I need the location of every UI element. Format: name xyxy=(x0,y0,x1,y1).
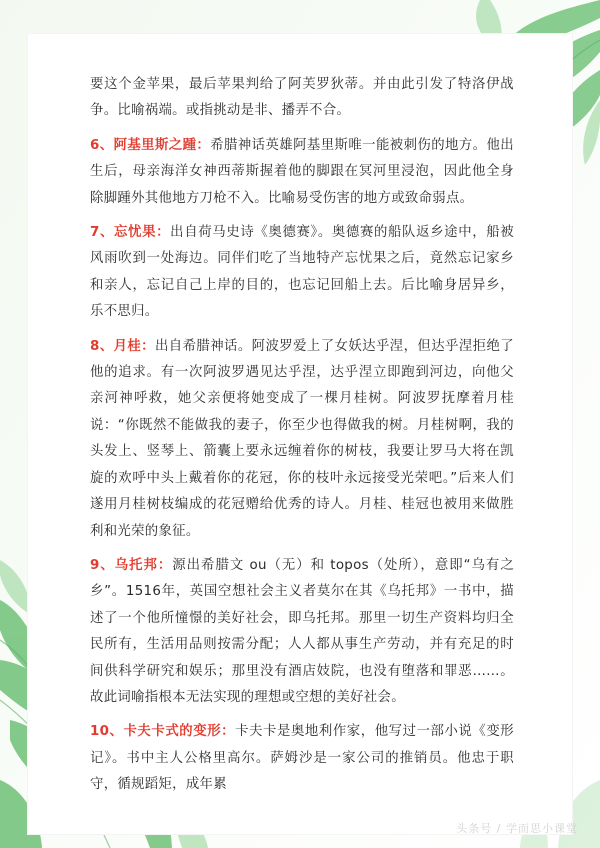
term-number: 7、 xyxy=(90,225,114,241)
paragraph-item-10 xyxy=(90,719,514,798)
paragraph-body: 出自荷马史诗《奥德赛》。奥德赛的船队返乡途中，船被风雨吹到一处海边。同伴们吃了当地特产忘忧果之后，竟然忘记家乡和亲人，忘记自己上岸的目的，也忘记回船上去。后比喻身居异乡，乐不思归。 xyxy=(90,225,514,320)
paragraph-body: 希腊神话英雄阿基里斯唯一能被刺伤的地方。他出生后，母亲海洋女神西蒂斯握着他的脚跟在冥河里浸泡，因此他全身除脚踵外其他地方刀枪不入。比喻易受伤害的地方或致命弱点。 xyxy=(90,137,514,206)
term-title: 阿基里斯之踵： xyxy=(113,137,211,153)
paragraph-item-7 xyxy=(90,220,514,326)
term-title: 卡夫卡式的变形： xyxy=(123,724,236,740)
paragraph-body: 出自希腊神话。阿波罗爱上了女妖达乎涅，但达乎涅拒绝了他的追求。有一次阿波罗遇见达乎涅，达乎涅立即跑到河边，向他父亲河神呼救，她父亲便将她变成了一棵月桂树。阿波罗抚摩着月桂说：“你既然不能做我的妻子，你至少也得做我的树。月桂树啊，我的头发上、竖琴上、箭囊上要永远缠着你的树枝，我要让罗马大将在凯旋的欢呼中头上戴着你的花冠，你的枝叶永远接受光荣吧。”后来人们遂用月桂树枝编成的花冠赠给优秀的诗人。月桂、桂冠也被用来做胜利和光荣的象征。 xyxy=(90,338,514,539)
paragraph-item-8 xyxy=(90,334,514,545)
paragraph-item-9 xyxy=(90,553,514,711)
term-title: 月桂： xyxy=(113,338,155,354)
paragraph-body: 要这个金苹果，最后苹果判给了阿芙罗狄蒂。并由此引发了特洛伊战争。比喻祸端。或指挑动是非、播弄不合。 xyxy=(90,77,514,119)
paragraph-body: 源出希腊文 ou（无）和 topos（处所），意即“乌有之乡”。1516年，英国空想社会主义者莫尔在其《乌托邦》一书中，描述了一个他所憧憬的美好社会，即乌托邦。那里一切生产资料均归全民所有，生活用品则按需分配；人人都从事生产劳动，并有充足的时间供科学研究和娱乐；那里没有酒店妓院，也没有堕落和罪恶……。故此词喻指根本无法实现的理想或空想的美好社会。 xyxy=(90,557,515,705)
term-number: 10、 xyxy=(90,724,124,740)
term-title: 乌托邦： xyxy=(114,557,173,573)
term-number: 6、 xyxy=(90,137,114,153)
paragraph-continuation xyxy=(90,72,514,125)
article-body xyxy=(90,72,514,807)
paragraph-item-6 xyxy=(90,133,514,212)
term-number: 9、 xyxy=(90,557,115,573)
paragraph-body: 卡夫卡是奥地利作家，他写过一部小说《变形记》。书中主人公格里高尔。萨姆沙是一家公司的推销员。他忠于职守，循规蹈矩，成年累 xyxy=(90,724,514,793)
term-number: 8、 xyxy=(90,338,114,354)
term-title: 忘忧果： xyxy=(114,225,171,241)
watermark: 头条号 / 学而思小课堂 xyxy=(456,822,578,835)
